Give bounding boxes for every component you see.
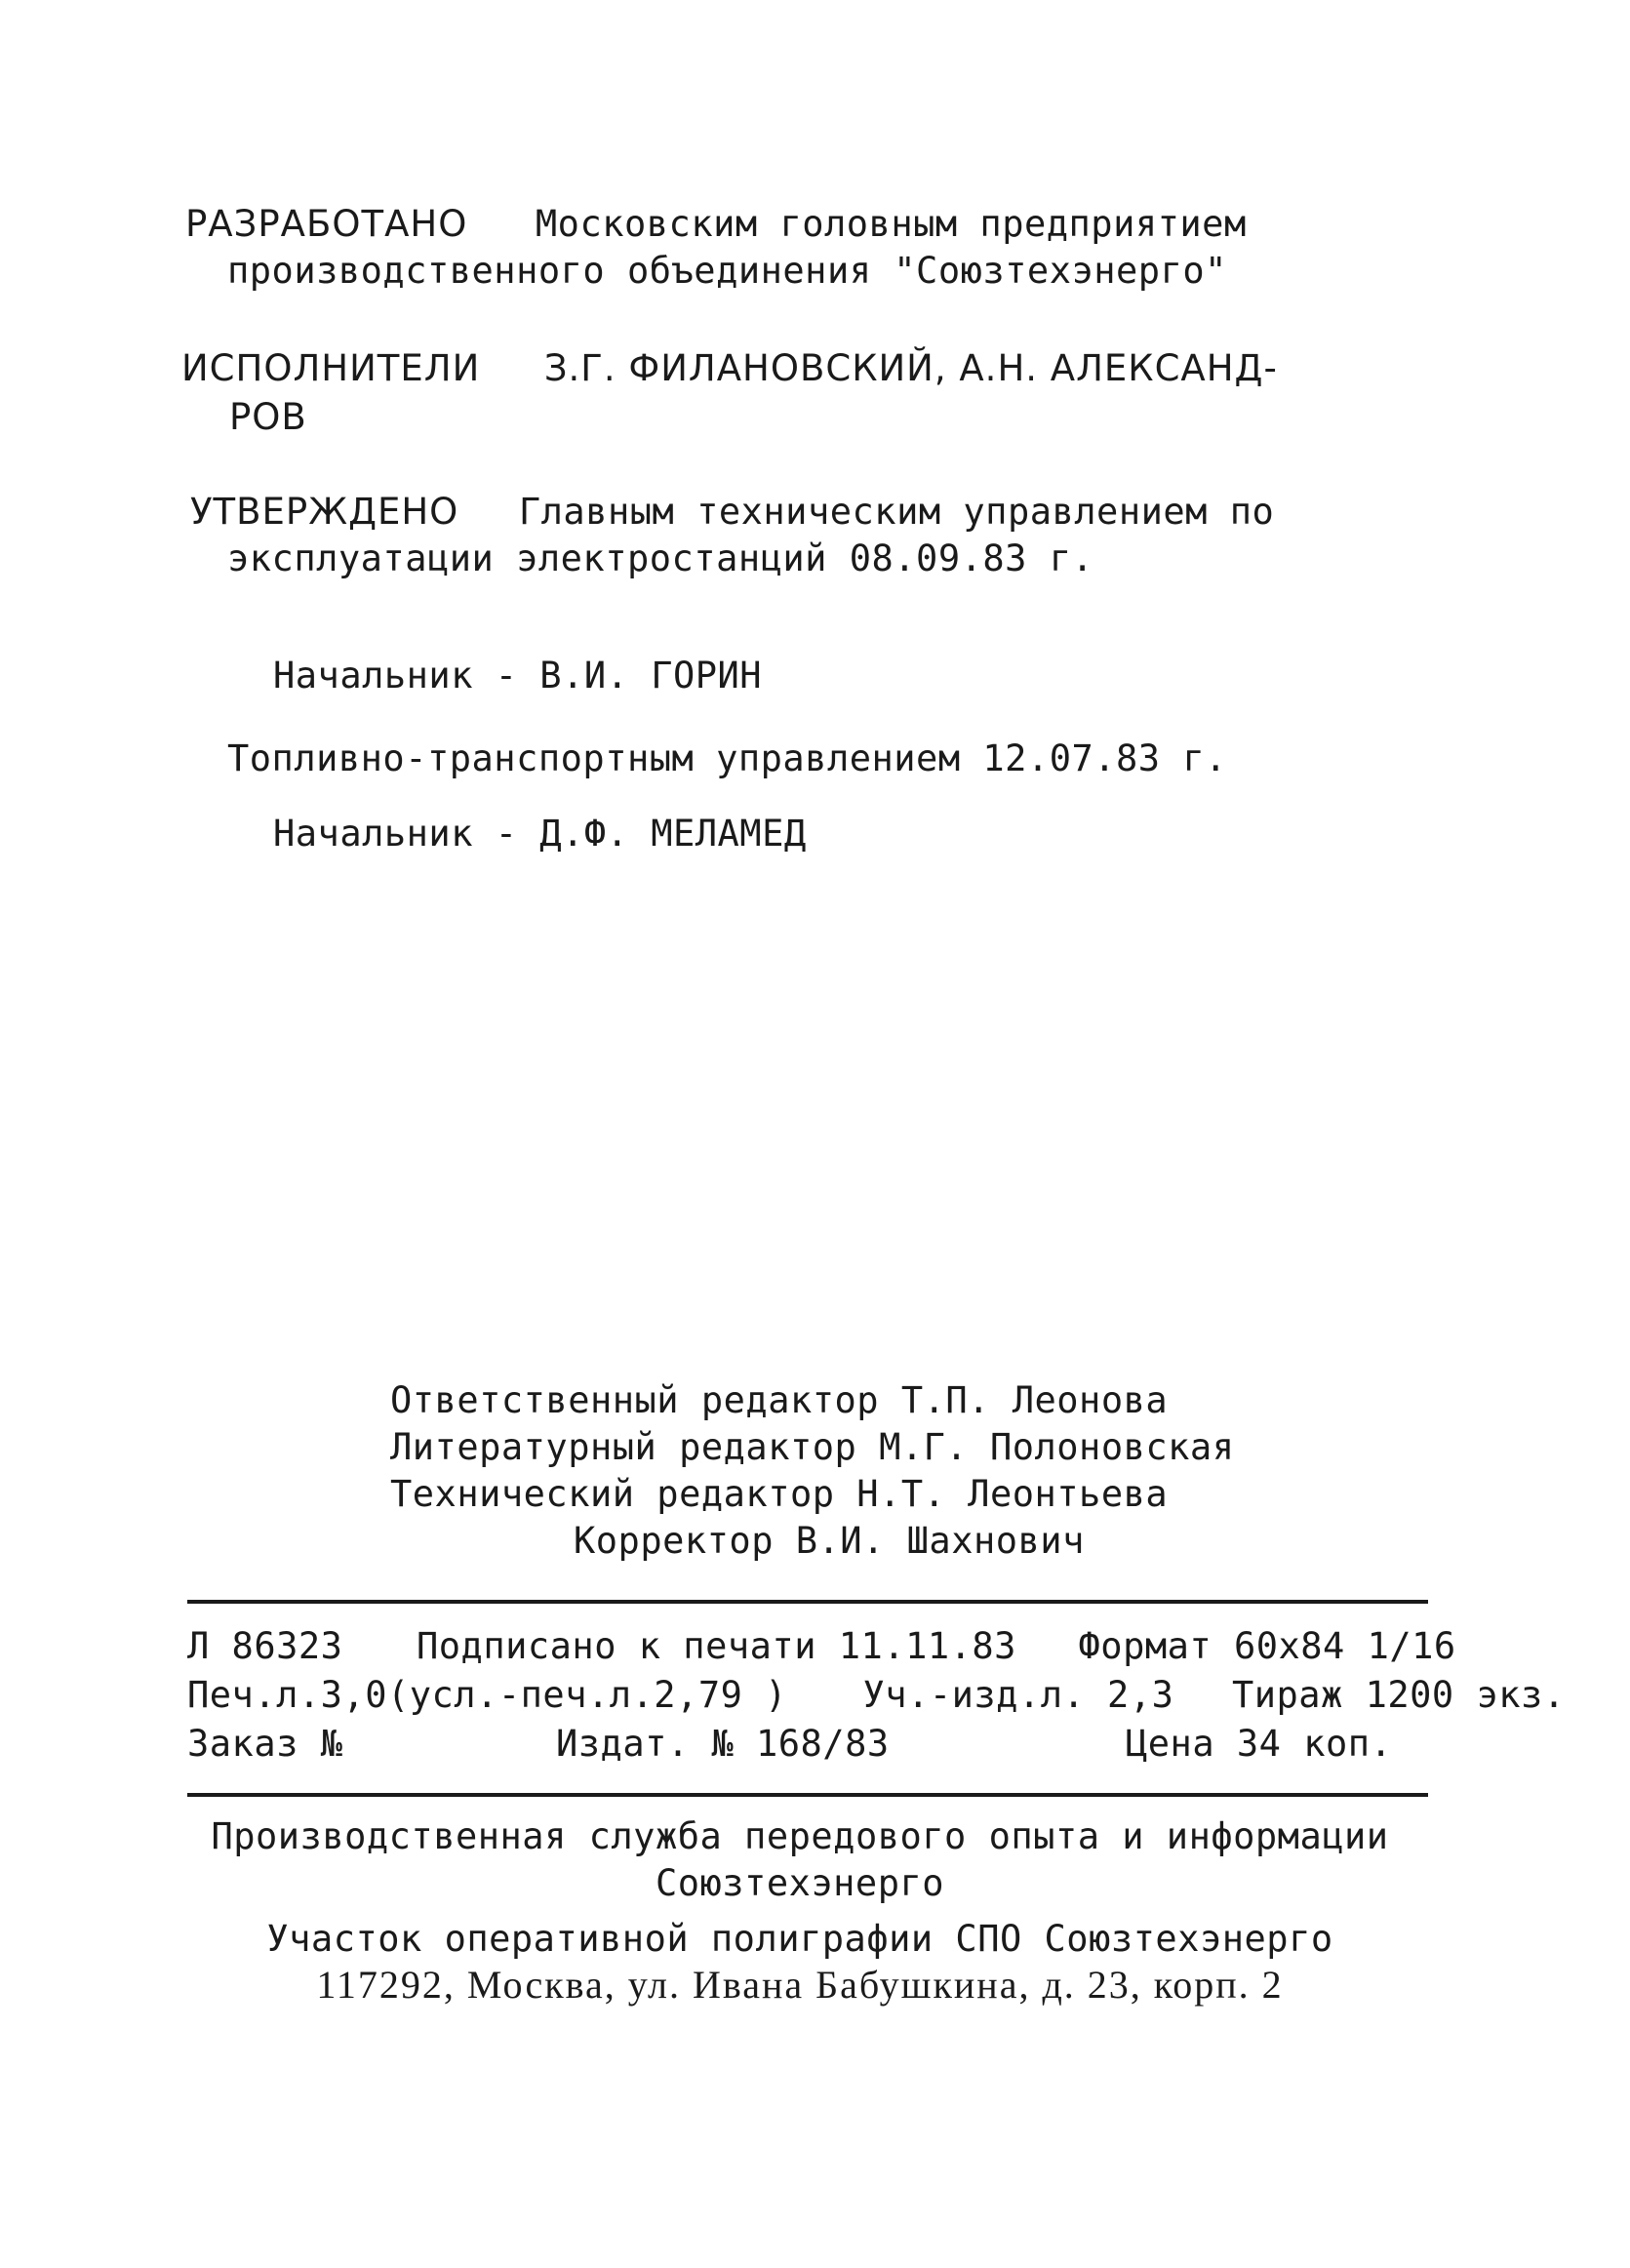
imprint-row-2 <box>187 1673 1566 1718</box>
imprint-signed: Подписано к печати 11.11.83 <box>417 1625 1016 1667</box>
imprint-publ-no: Издат. № 168/83 <box>556 1723 890 1765</box>
approved-text-3: Топливно-транспортным управлением 12.07.83 г. <box>227 737 1227 779</box>
publisher-line-1: Производственная служба передового опыта и информации <box>211 1815 1389 1857</box>
publisher-line-2: Союзтехэнерго <box>655 1862 945 1904</box>
editor-technical: Технический редактор Н.Т. Леонтьева <box>390 1473 1169 1515</box>
editor-responsible: Ответственный редактор Т.П. Леонова <box>390 1379 1169 1421</box>
publisher-line-3: Участок оперативной полиграфии СПО Союзтехэнерго <box>266 1918 1333 1960</box>
approved-text-1: Главным техническим управлением по <box>518 491 1275 533</box>
approved-label: УТВЕРЖДЕНО <box>190 491 459 533</box>
developed-text-2: производственного объединения "Союзтехэнерго" <box>227 250 1227 292</box>
bottom-divider <box>187 1793 1428 1797</box>
approved-text-2: эксплуатации электростанций 08.09.83 г. <box>227 537 1094 579</box>
performers-label: ИСПОЛНИТЕЛИ <box>181 347 481 389</box>
performers-line-1 <box>181 346 1278 391</box>
imprint-row-1 <box>187 1624 1456 1669</box>
top-divider <box>187 1600 1428 1604</box>
imprint-code: Л 86323 <box>187 1625 343 1667</box>
developed-text-1: Московским головным предприятием <box>535 203 1247 245</box>
performers-names-1: З.Г. ФИЛАНОВСКИЙ, А.Н. АЛЕКСАНД- <box>543 347 1278 389</box>
imprint-edition-sheets: Уч.-изд.л. 2,3 <box>862 1674 1174 1716</box>
approved-chief-2: Начальник - Д.Ф. МЕЛАМЕД <box>273 813 807 855</box>
publisher-line-4: 117292, Москва, ул. Ивана Бабушкина, д. 23, корп. 2 <box>316 1963 1284 2007</box>
editor-literary: Литературный редактор М.Г. Полоновская <box>390 1426 1235 1468</box>
performers-names-2: РОВ <box>229 396 307 438</box>
imprint-format: Формат 60х84 1/16 <box>1078 1625 1456 1667</box>
imprint-price: Цена 34 коп. <box>1126 1723 1393 1765</box>
approved-chief-1: Начальник - В.И. ГОРИН <box>273 655 763 696</box>
developed-label: РАЗРАБОТАНО <box>185 203 468 245</box>
editor-corrector: Корректор В.И. Шахнович <box>574 1520 1085 1562</box>
imprint-sheets: Печ.л.3,0(усл.-печ.л.2,79 ) <box>187 1674 787 1716</box>
imprint-order: Заказ № <box>187 1723 343 1765</box>
imprint-print-run: Тираж 1200 экз. <box>1231 1674 1566 1716</box>
approved-line-1 <box>190 490 1274 535</box>
developed-line-1 <box>185 202 1247 247</box>
